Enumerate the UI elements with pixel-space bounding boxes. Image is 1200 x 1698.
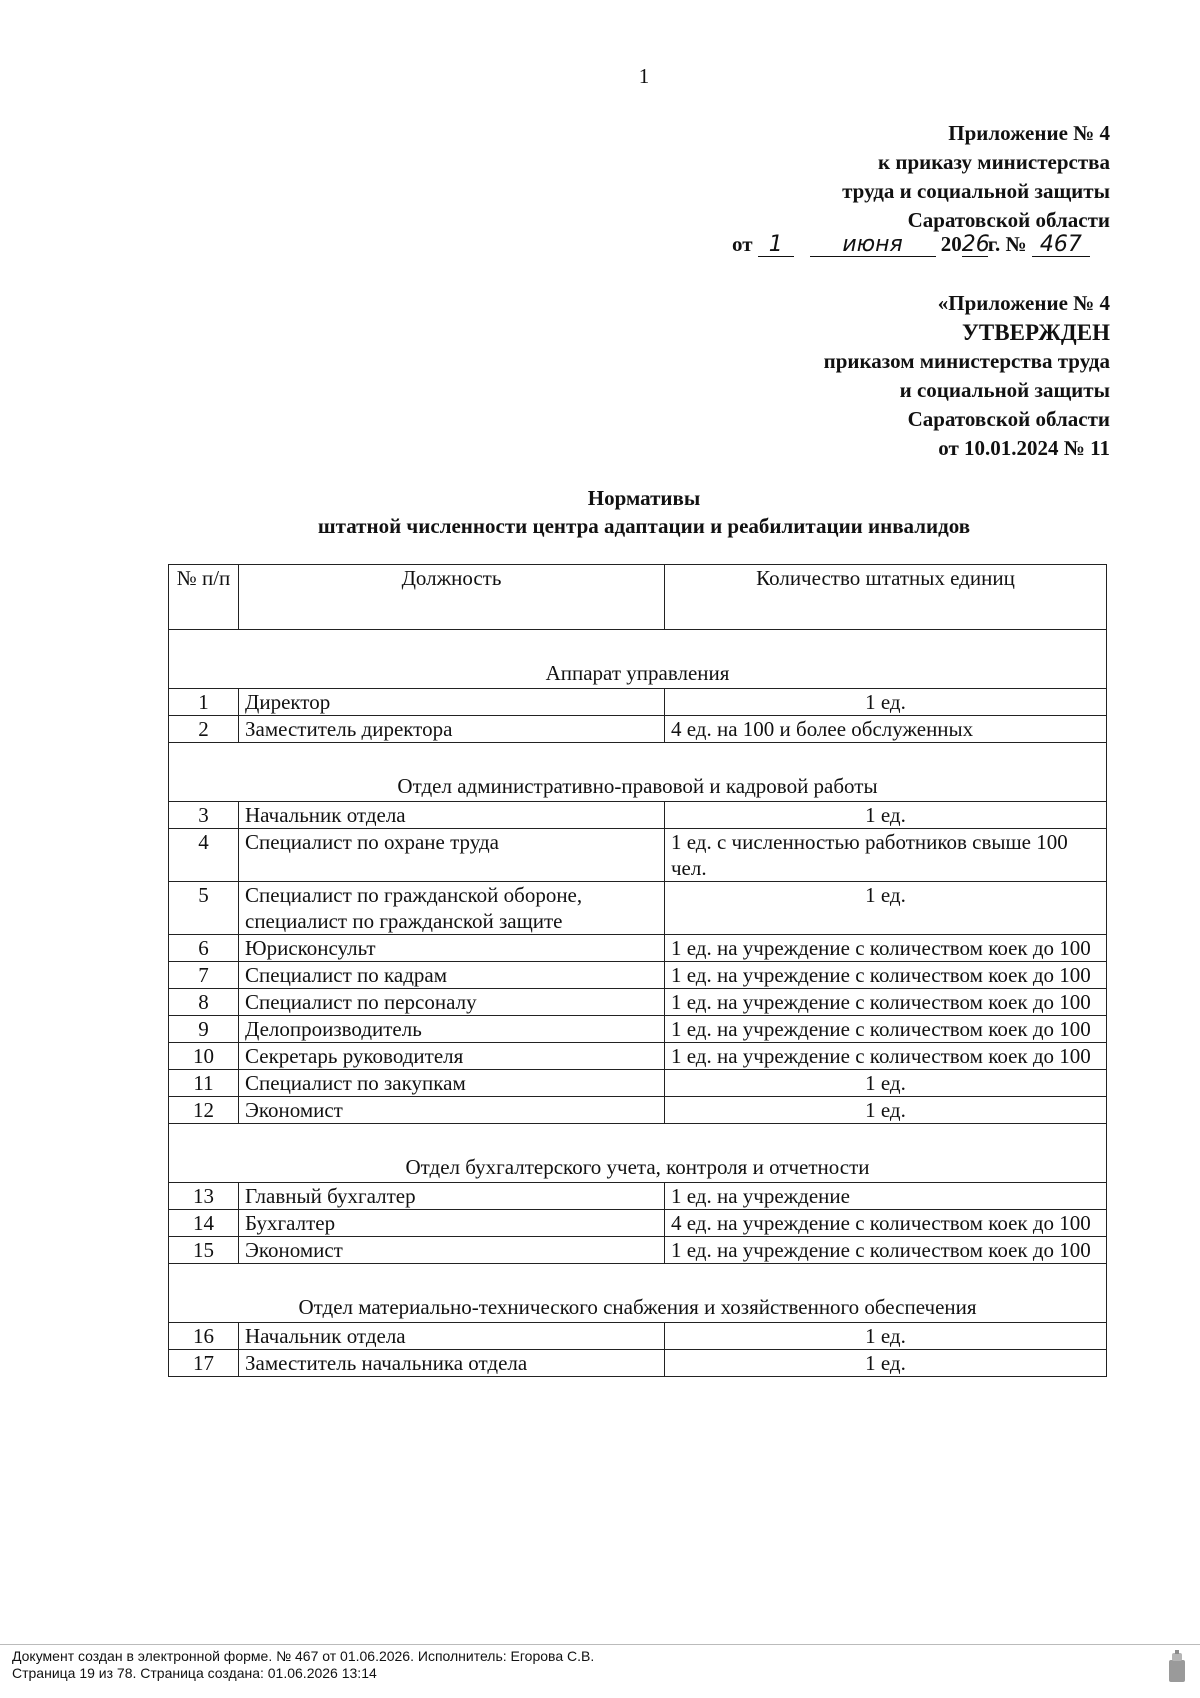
row-quantity: 1 ед. с численностью работников свыше 100 чел.	[665, 829, 1107, 882]
document-title	[0, 484, 1200, 540]
table-row	[169, 935, 1107, 962]
appendix-line: к приказу министерства	[878, 150, 1110, 174]
row-position: Главный бухгалтер	[239, 1183, 665, 1210]
row-number: 17	[169, 1350, 239, 1377]
footer-line-2: Страница 19 из 78. Страница создана: 01.06.2026 13:14	[12, 1665, 377, 1681]
title-line-1: Нормативы	[587, 486, 701, 510]
approval-line: Саратовской области	[907, 407, 1110, 431]
table-row	[169, 1043, 1107, 1070]
approval-line: «Приложение № 4	[937, 291, 1110, 315]
table-row	[169, 1210, 1107, 1237]
row-number: 12	[169, 1097, 239, 1124]
header-position: Должность	[239, 565, 665, 630]
row-position: Заместитель начальника отдела	[239, 1350, 665, 1377]
row-number: 5	[169, 882, 239, 935]
order-number-label: г. №	[987, 232, 1027, 256]
row-position: Директор	[239, 689, 665, 716]
table-row	[169, 1183, 1107, 1210]
order-year-prefix: 20	[940, 232, 962, 256]
row-number: 14	[169, 1210, 239, 1237]
approval-header	[824, 289, 1110, 463]
row-number: 8	[169, 989, 239, 1016]
section-title: Отдел материально-технического снабжения и хозяйственного обеспечения	[169, 1264, 1107, 1323]
page-number: 1	[638, 64, 650, 88]
table-row	[169, 829, 1107, 882]
row-quantity: 1 ед. на учреждение с количеством коек до 100	[665, 962, 1107, 989]
order-number-handwritten: 467	[1032, 234, 1090, 257]
row-position: Специалист по персоналу	[239, 989, 665, 1016]
row-position: Заместитель директора	[239, 716, 665, 743]
table-row	[169, 689, 1107, 716]
row-quantity: 1 ед. на учреждение с количеством коек до 100	[665, 935, 1107, 962]
order-month-handwritten: июня	[810, 234, 936, 257]
order-day-handwritten: 1	[758, 234, 794, 257]
table-row	[169, 989, 1107, 1016]
row-number: 11	[169, 1070, 239, 1097]
approval-line: от 10.01.2024 № 11	[938, 436, 1110, 460]
row-position: Юрисконсульт	[239, 935, 665, 962]
table-row	[169, 1070, 1107, 1097]
row-number: 16	[169, 1323, 239, 1350]
row-number: 3	[169, 802, 239, 829]
row-position: Делопроизводитель	[239, 1016, 665, 1043]
row-position: Специалист по закупкам	[239, 1070, 665, 1097]
section-row	[169, 630, 1107, 689]
table-row	[169, 1323, 1107, 1350]
section-title: Аппарат управления	[169, 630, 1107, 689]
row-quantity: 1 ед. на учреждение с количеством коек до 100	[665, 1016, 1107, 1043]
section-row	[169, 1124, 1107, 1183]
section-title: Отдел административно-правовой и кадровой работы	[169, 743, 1107, 802]
row-quantity: 1 ед.	[665, 1323, 1107, 1350]
row-quantity: 1 ед.	[665, 802, 1107, 829]
row-number: 10	[169, 1043, 239, 1070]
row-number: 1	[169, 689, 239, 716]
row-quantity: 1 ед.	[665, 882, 1107, 935]
section-row	[169, 743, 1107, 802]
row-number: 2	[169, 716, 239, 743]
footer-divider	[0, 1644, 1200, 1645]
row-number: 15	[169, 1237, 239, 1264]
table-body	[169, 630, 1107, 1377]
row-position: Бухгалтер	[239, 1210, 665, 1237]
header-number: № п/п	[169, 565, 239, 630]
appendix-line: труда и социальной защиты	[842, 179, 1110, 203]
staff-norms-table	[168, 564, 1107, 1377]
appendix-header	[842, 119, 1110, 235]
row-number: 7	[169, 962, 239, 989]
table-row	[169, 716, 1107, 743]
table-row	[169, 1237, 1107, 1264]
row-number: 13	[169, 1183, 239, 1210]
approval-stamp-word: УТВЕРЖДЕН	[962, 320, 1110, 345]
table-row	[169, 962, 1107, 989]
row-quantity: 4 ед. на 100 и более обслуженных	[665, 716, 1107, 743]
row-quantity: 1 ед. на учреждение	[665, 1183, 1107, 1210]
row-quantity: 1 ед. на учреждение с количеством коек до 100	[665, 989, 1107, 1016]
row-position: Экономист	[239, 1097, 665, 1124]
row-position: Секретарь руководителя	[239, 1043, 665, 1070]
order-prefix: от	[732, 232, 753, 256]
row-position: Специалист по охране труда	[239, 829, 665, 882]
appendix-line: Саратовской области	[907, 208, 1110, 232]
table-header-row	[169, 565, 1107, 630]
row-number: 6	[169, 935, 239, 962]
row-position: Экономист	[239, 1237, 665, 1264]
order-date-line	[732, 232, 1090, 257]
title-line-2: штатной численности центра адаптации и реабилитации инвалидов	[317, 514, 971, 538]
table-row	[169, 1016, 1107, 1043]
row-quantity: 4 ед. на учреждение с количеством коек до 100	[665, 1210, 1107, 1237]
header-quantity: Количество штатных единиц	[665, 565, 1107, 630]
row-quantity: 1 ед.	[665, 1350, 1107, 1377]
table-row	[169, 882, 1107, 935]
row-number: 4	[169, 829, 239, 882]
approval-line: и социальной защиты	[899, 378, 1110, 402]
row-position: Начальник отдела	[239, 1323, 665, 1350]
row-position: Специалист по гражданской обороне, специалист по гражданской защите	[239, 882, 665, 935]
section-title: Отдел бухгалтерского учета, контроля и отчетности	[169, 1124, 1107, 1183]
table-row	[169, 1097, 1107, 1124]
approval-line: приказом министерства труда	[823, 349, 1110, 373]
order-year-handwritten: 26	[961, 232, 990, 257]
footer	[12, 1648, 594, 1682]
table-row	[169, 802, 1107, 829]
footer-line-1: Документ создан в электронной форме. № 467 от 01.06.2026. Исполнитель: Егорова С.В.	[12, 1648, 595, 1664]
row-quantity: 1 ед. на учреждение с количеством коек до 100	[665, 1237, 1107, 1264]
emblem-icon	[1166, 1650, 1188, 1684]
row-position: Начальник отдела	[239, 802, 665, 829]
row-position: Специалист по кадрам	[239, 962, 665, 989]
section-row	[169, 1264, 1107, 1323]
table-row	[169, 1350, 1107, 1377]
appendix-line: Приложение № 4	[948, 121, 1110, 145]
row-number: 9	[169, 1016, 239, 1043]
row-quantity: 1 ед.	[665, 1070, 1107, 1097]
row-quantity: 1 ед.	[665, 689, 1107, 716]
row-quantity: 1 ед. на учреждение с количеством коек до 100	[665, 1043, 1107, 1070]
row-quantity: 1 ед.	[665, 1097, 1107, 1124]
